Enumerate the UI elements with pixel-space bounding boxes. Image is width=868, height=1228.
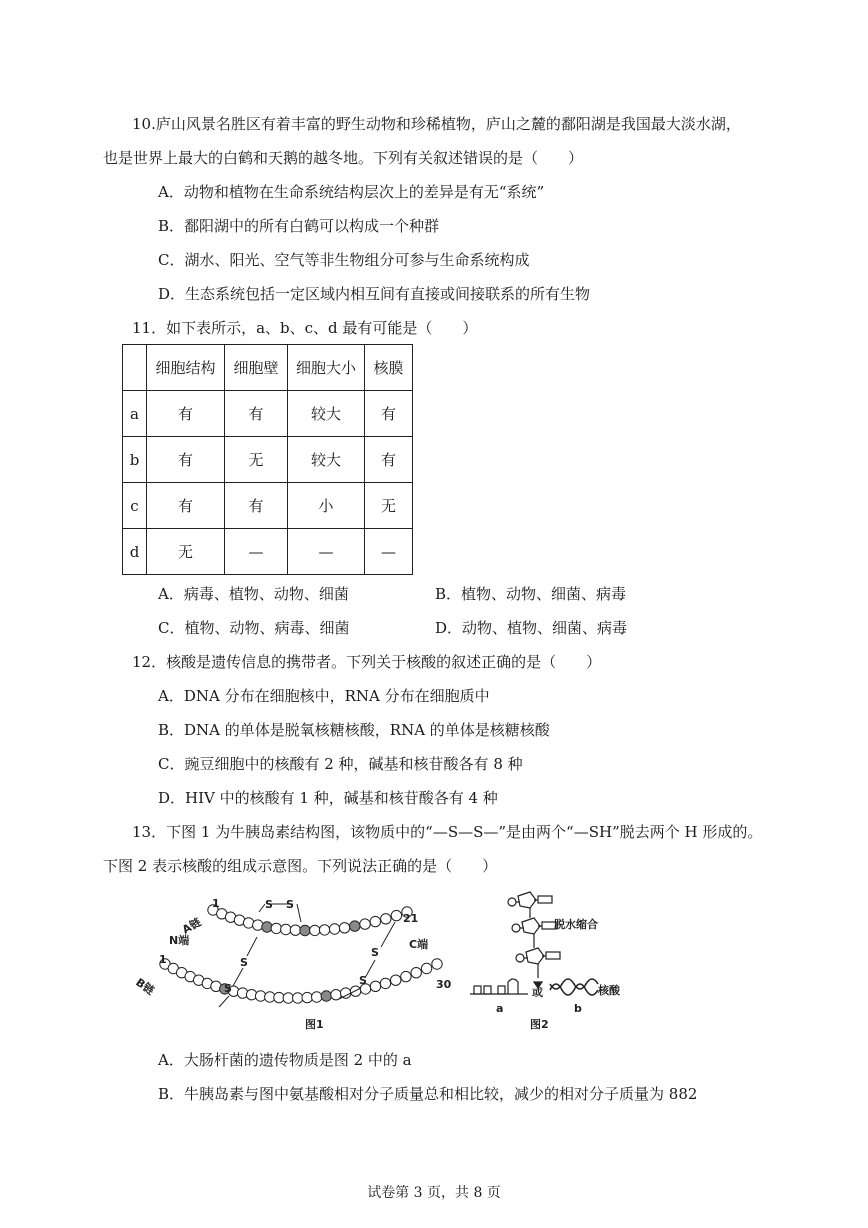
figure2-caption: 图2 [530,1018,549,1031]
q11-option-b: B．植物、动物、细菌、病毒 [435,585,627,603]
b-chain-label: B链 [133,975,157,998]
amino-acid-bead [411,968,421,978]
table-cell: 小 [288,483,365,529]
amino-acid-bead [281,924,291,934]
single-strand-rna [470,979,528,994]
table-header-cell: 细胞大小 [288,345,365,391]
q12-option-b: B．DNA 的单体是脱氧核糖核酸，RNA 的单体是核糖核酸 [158,721,550,739]
table-cell: 无 [147,529,225,575]
amino-acid-bead [401,971,411,981]
table-row [123,529,413,575]
q10-option-c: C．湖水、阳光、空气等非生物组分可参与生命系统构成 [158,251,530,269]
amino-acid-bead [243,918,253,928]
double-helix-dna [550,979,598,995]
a-chain-start-number: 1 [212,897,220,910]
q12-option-a: A．DNA 分布在细胞核中，RNA 分布在细胞质中 [158,687,490,705]
sulfur-label: S [371,946,379,959]
q13-option-a: A．大肠杆菌的遗传物质是图 2 中的 a [158,1051,412,1069]
amino-acid-bead [283,993,293,1003]
q10-option-a: A．动物和植物在生命系统结构层次上的差异是有无“系统” [158,183,545,201]
label-a: a [496,1002,504,1015]
amino-acid-bead [370,981,380,991]
a-chain-label: A链 [180,915,204,937]
q13-stem-line1: 13．下图 1 为牛胰岛素结构图，该物质中的“—S—S—”是由两个“—SH”脱去两个 H 形成的。 [132,823,763,841]
amino-acid-bead [432,959,442,969]
q10-stem-line1: 10.庐山风景名胜区有着丰富的野生动物和珍稀植物，庐山之麓的鄱阳湖是我国最大淡水湖， [132,115,741,133]
table-row [123,391,413,437]
q10-stem-line2: 也是世界上最大的白鹤和天鹅的越冬地。下列有关叙述错误的是（ ） [103,149,584,167]
table-cell: 有 [225,483,288,529]
sulfur-label: S [286,898,294,911]
amino-acid-bead [341,988,351,998]
table-cell: 无 [225,437,288,483]
q11-option-c: C．植物、动物、病毒、细菌 [158,619,350,637]
table-cell: c [123,483,147,529]
amino-acid-bead [391,975,401,985]
table-header-cell: 核膜 [365,345,413,391]
amino-acid-bead [339,923,349,933]
table-cell: 无 [365,483,413,529]
sulfur-label: S [359,974,367,987]
table-cell: 有 [365,391,413,437]
q13-stem-line2: 下图 2 表示核酸的组成示意图。下列说法正确的是（ ） [103,857,498,875]
n-terminal-label: N端 [169,934,190,947]
table-cell: 有 [147,391,225,437]
sulfur-label: S [224,982,232,995]
table-row [123,437,413,483]
amino-acid-bead [293,993,303,1003]
amino-acid-bead [421,963,431,973]
table-header-cell [123,345,147,391]
amino-acid-bead [370,916,380,926]
amino-acid-bead [350,921,360,931]
amino-acid-bead [271,923,281,933]
table-cell: 有 [147,437,225,483]
table-header-cell: 细胞壁 [225,345,288,391]
amino-acid-bead [329,924,339,934]
table-cell: 较大 [288,391,365,437]
c-terminal-label: C端 [409,938,429,951]
amino-acid-bead [360,919,370,929]
b-chain-end-number: 30 [436,978,452,991]
label-b: b [574,1002,582,1015]
q11-option-d: D．动物、植物、细菌、病毒 [435,619,628,637]
amino-acid-bead [381,914,391,924]
table-cell: 有 [365,437,413,483]
table-row [123,483,413,529]
a-chain-end-number: 21 [403,912,419,925]
insulin-b-chain [160,959,442,1003]
b-chain-start-number: 1 [159,953,167,966]
q12-option-d: D．HIV 中的核酸有 1 种，碱基和核苷酸各有 4 种 [158,789,498,807]
amino-acid-bead [302,992,312,1002]
table-cell: 有 [225,391,288,437]
nucleotide-icon [508,892,552,908]
q11-stem: 11．如下表所示，a、b、c、d 最有可能是（ ） [132,319,478,337]
q13-option-b: B．牛胰岛素与图中氨基酸相对分子质量总和相比较，减少的相对分子质量为 882 [158,1085,698,1103]
dehydration-label: 脱水缩合 [554,918,598,931]
nucleotide-icon [512,918,556,934]
table-cell: a [123,391,147,437]
amino-acid-bead [391,910,401,920]
amino-acid-bead [319,925,329,935]
table-header-cell: 细胞结构 [147,345,225,391]
table-header-row [123,345,413,391]
cell-comparison-table [122,344,413,575]
q12-stem: 12．核酸是遗传信息的携带者。下列关于核酸的叙述正确的是（ ） [132,653,602,671]
table-cell: d [123,529,147,575]
amino-acid-bead [312,992,322,1002]
amino-acid-bead [290,925,300,935]
amino-acid-bead [300,925,310,935]
insulin-structure-figure [125,892,455,1037]
nucleic-acid-label: 核酸 [598,984,620,997]
or-label: 或 [532,986,543,999]
amino-acid-bead [253,920,263,930]
amino-acid-bead [321,991,331,1001]
table-cell: — [225,529,288,575]
nucleic-acid-figure [468,890,628,1035]
table-cell: b [123,437,147,483]
table-cell: — [288,529,365,575]
page-footer: 试卷第 3 页，共 8 页 [367,1185,501,1201]
amino-acid-bead [310,925,320,935]
table-cell: — [365,529,413,575]
amino-acid-bead [380,978,390,988]
insulin-a-chain [208,905,412,936]
table-cell: 有 [147,483,225,529]
amino-acid-bead [262,922,272,932]
sulfur-label: S [240,956,248,969]
q11-option-a: A．病毒、植物、动物、细菌 [158,585,349,603]
table-cell: 较大 [288,437,365,483]
sulfur-label: S [265,898,273,911]
figure1-caption: 图1 [305,1018,324,1031]
q10-option-d: D．生态系统包括一定区域内相互间有直接或间接联系的所有生物 [158,285,591,303]
q12-option-c: C．豌豆细胞中的核酸有 2 种，碱基和核苷酸各有 8 种 [158,755,523,773]
nucleotide-icon [516,948,560,964]
q10-option-b: B．鄱阳湖中的所有白鹤可以构成一个种群 [158,217,440,235]
